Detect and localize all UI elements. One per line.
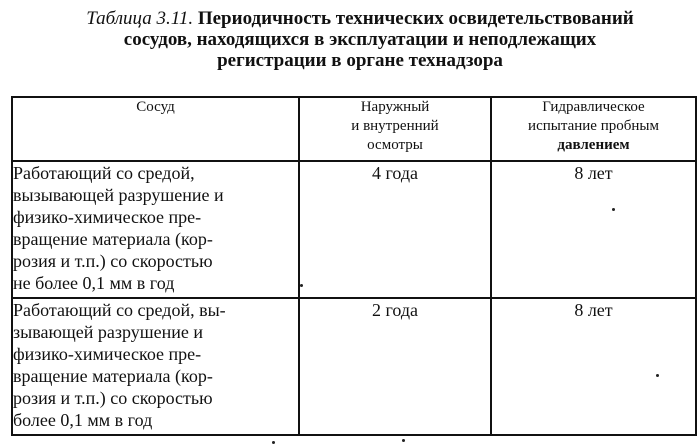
caption-line: Периодичность технических освидетельствований bbox=[197, 8, 634, 29]
header-line: давлением bbox=[557, 137, 630, 153]
scan-speck bbox=[300, 284, 303, 287]
table-row bbox=[12, 161, 696, 298]
header-inspection bbox=[299, 97, 491, 161]
header-line: осмотры bbox=[367, 137, 423, 153]
inspection-period-cell: 2 года bbox=[299, 298, 491, 435]
inspection-table bbox=[11, 96, 697, 436]
header-line: Гидравлическое bbox=[542, 99, 645, 115]
header-line: испытание пробным bbox=[528, 118, 659, 134]
header-line: и внутренний bbox=[351, 118, 439, 134]
scan-speck bbox=[612, 208, 615, 211]
table-caption bbox=[30, 8, 690, 71]
inspection-period-cell: 4 года bbox=[299, 161, 491, 298]
vessel-cell: Работающий со средой, вызывающей разрушение и физико-химическое пре- вращение материала (кор- розия и т.п.) со скоростью не более 0,1 мм в год bbox=[12, 161, 299, 298]
table-row bbox=[12, 298, 696, 435]
scan-speck bbox=[656, 374, 659, 377]
vessel-cell: Работающий со средой, вы- зывающей разрушение и физико-химическое пре- вращение материала (кор- розия и т.п.) со скоростью более 0,1 мм в год bbox=[12, 298, 299, 435]
header-line: Наружный bbox=[360, 99, 430, 115]
header-row bbox=[12, 97, 696, 161]
caption-line: регистрации в органе технадзора bbox=[217, 50, 503, 71]
caption-label: Таблица 3.11. bbox=[86, 8, 194, 29]
caption-line: сосудов, находящихся в эксплуатации и неподлежащих bbox=[123, 29, 597, 50]
hydro-test-period-cell: 8 лет bbox=[491, 161, 696, 298]
scan-speck bbox=[402, 439, 405, 442]
hydro-test-period-cell: 8 лет bbox=[491, 298, 696, 435]
header-hydro bbox=[491, 97, 696, 161]
header-vessel: Сосуд bbox=[12, 97, 299, 161]
